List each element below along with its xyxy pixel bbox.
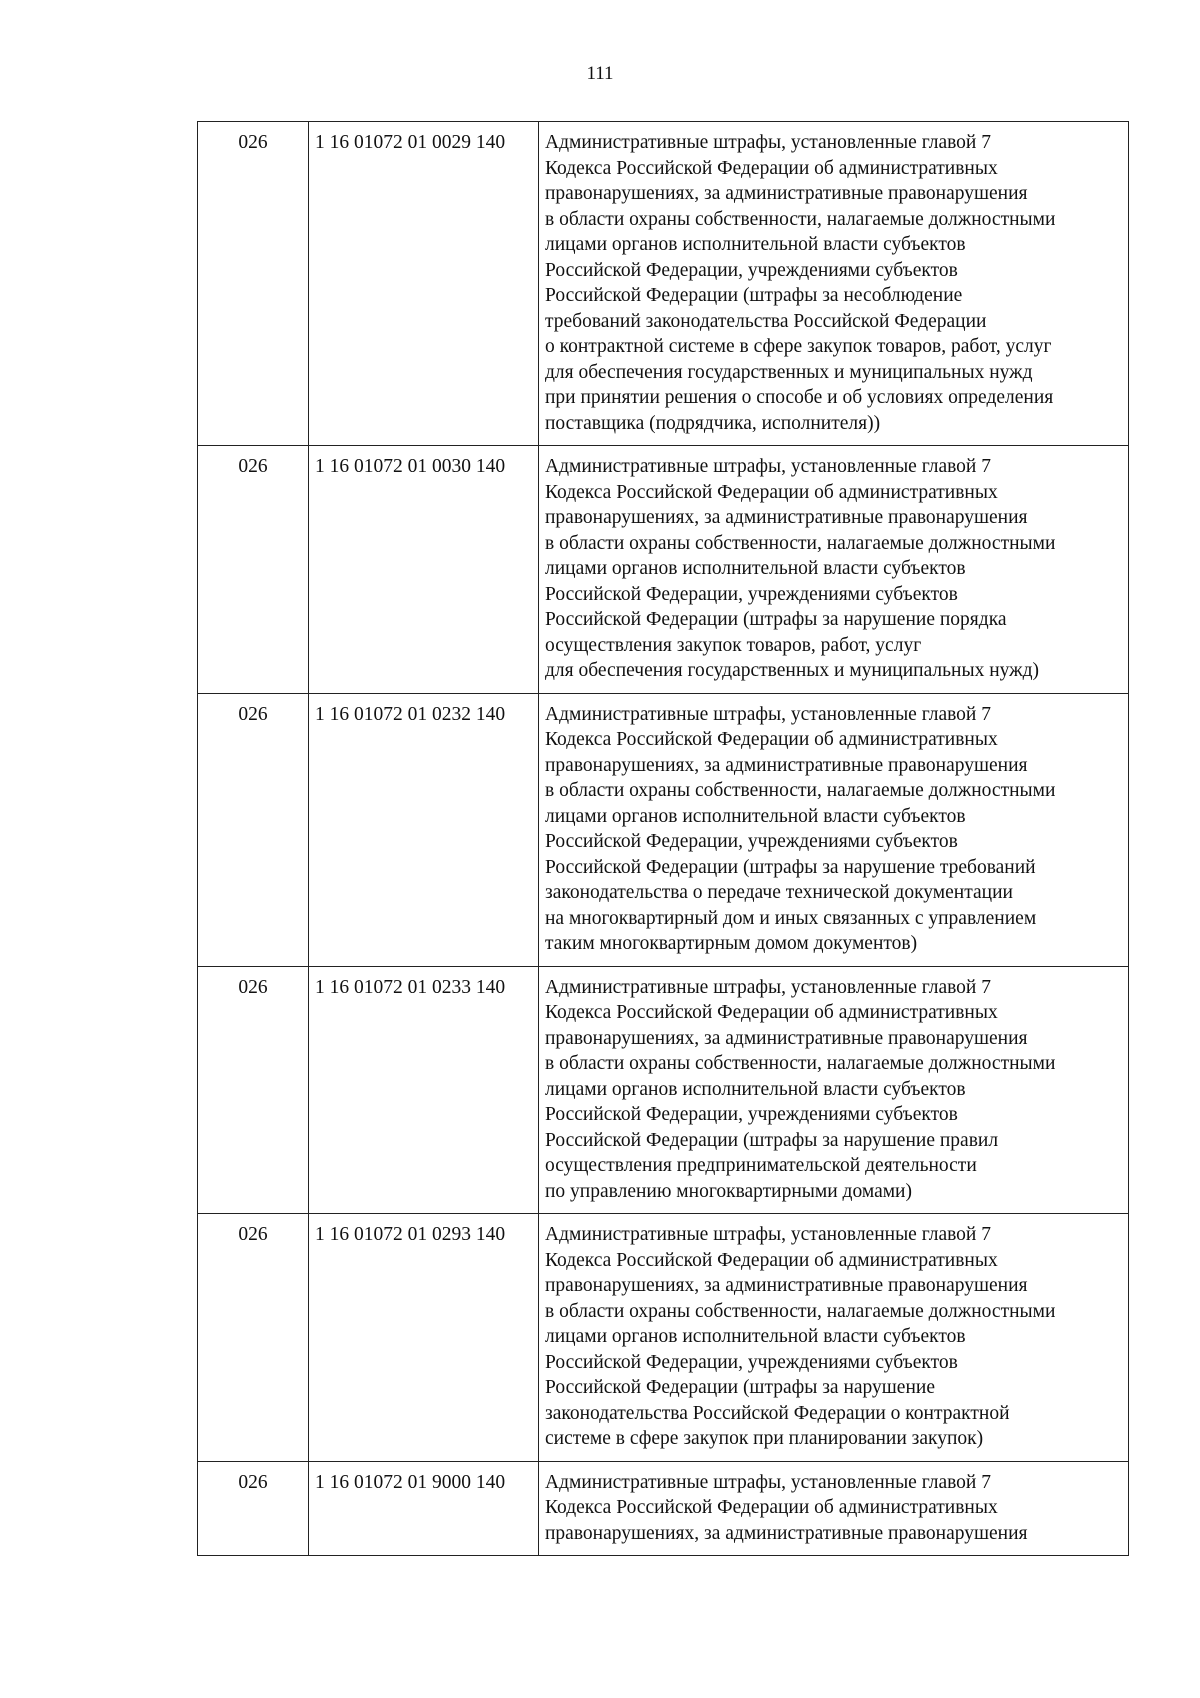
description-line: Кодекса Российской Федерации об административных bbox=[545, 1249, 998, 1271]
description-line: Российской Федерации, учреждениями субъектов bbox=[545, 1104, 958, 1125]
description-line: Административные штрафы, установленные главой 7 bbox=[545, 976, 991, 998]
admin-code-cell: 026 bbox=[198, 446, 309, 694]
description-line: Административные штрафы, установленные главой 7 bbox=[545, 456, 991, 477]
description-line: законодательства о передаче технической документации bbox=[545, 882, 1013, 903]
description-cell bbox=[539, 1461, 1129, 1556]
description-line: Российской Федерации, учреждениями субъектов bbox=[545, 1351, 958, 1373]
description-line: осуществления закупок товаров, работ, услуг bbox=[545, 634, 922, 656]
description-line: Кодекса Российской Федерации об административных bbox=[545, 729, 998, 750]
table-row bbox=[198, 693, 1129, 966]
table-row bbox=[198, 966, 1129, 1214]
description-line: осуществления предпринимательской деятельности bbox=[545, 1155, 977, 1176]
budget-classification-table bbox=[197, 121, 1129, 1556]
table-row bbox=[198, 122, 1129, 446]
description-line: правонарушениях, за административные правонарушения bbox=[545, 1027, 1028, 1049]
description-line: в области охраны собственности, налагаемые должностными bbox=[545, 532, 1056, 554]
description-line: лицами органов исполнительной власти субъектов bbox=[545, 558, 966, 579]
description-line: законодательства Российской Федерации о контрактной bbox=[545, 1402, 1010, 1424]
description-line: в области охраны собственности, налагаемые должностными bbox=[545, 1053, 1056, 1074]
kbk-code-cell: 1 16 01072 01 0030 140 bbox=[309, 446, 539, 694]
description-cell bbox=[539, 122, 1129, 446]
kbk-code-cell: 1 16 01072 01 0233 140 bbox=[309, 966, 539, 1214]
description-line: о контрактной системе в сфере закупок товаров, работ, услуг bbox=[545, 336, 1052, 357]
description-line: в области охраны собственности, налагаемые должностными bbox=[545, 780, 1056, 801]
description-line: Российской Федерации (штрафы за нарушение bbox=[545, 1377, 935, 1398]
description-line: лицами органов исполнительной власти субъектов bbox=[545, 1326, 966, 1347]
description-line: Кодекса Российской Федерации об административных bbox=[545, 1002, 998, 1023]
description-line: Кодекса Российской Федерации об административных bbox=[545, 1497, 998, 1518]
description-line: правонарушениях, за административные правонарушения bbox=[545, 507, 1028, 528]
description-line: Российской Федерации, учреждениями субъектов bbox=[545, 831, 958, 852]
table-row bbox=[198, 446, 1129, 694]
description-line: при принятии решения о способе и об условиях определения bbox=[545, 387, 1054, 408]
table-row bbox=[198, 1214, 1129, 1462]
description-line: по управлению многоквартирными домами) bbox=[545, 1180, 912, 1202]
description-line: правонарушениях, за административные правонарушения bbox=[545, 183, 1028, 204]
description-cell bbox=[539, 446, 1129, 694]
description-line: Кодекса Российской Федерации об административных bbox=[545, 157, 998, 179]
description-line: лицами органов исполнительной власти субъектов bbox=[545, 805, 966, 827]
description-line: Кодекса Российской Федерации об административных bbox=[545, 481, 998, 503]
description-line: требований законодательства Российской Федерации bbox=[545, 310, 987, 332]
description-line: лицами органов исполнительной власти субъектов bbox=[545, 234, 966, 255]
description-line: в области охраны собственности, налагаемые должностными bbox=[545, 1300, 1056, 1322]
admin-code-cell: 026 bbox=[198, 966, 309, 1214]
kbk-code-cell: 1 16 01072 01 9000 140 bbox=[309, 1461, 539, 1556]
description-line: правонарушениях, за административные правонарушения bbox=[545, 1275, 1028, 1296]
description-line: Административные штрафы, установленные главой 7 bbox=[545, 1224, 991, 1245]
description-line: Российской Федерации (штрафы за нарушение требований bbox=[545, 856, 1036, 878]
description-line: лицами органов исполнительной власти субъектов bbox=[545, 1078, 966, 1100]
description-line: Российской Федерации (штрафы за несоблюдение bbox=[545, 285, 963, 306]
description-cell bbox=[539, 966, 1129, 1214]
description-line: правонарушениях, за административные правонарушения bbox=[545, 754, 1028, 776]
description-line: поставщика (подрядчика, исполнителя)) bbox=[545, 412, 881, 434]
description-line: системе в сфере закупок при планировании закупок) bbox=[545, 1428, 984, 1449]
description-line: в области охраны собственности, налагаемые должностными bbox=[545, 208, 1056, 230]
description-line: Российской Федерации, учреждениями субъектов bbox=[545, 583, 958, 605]
page-number: 111 bbox=[586, 63, 614, 84]
description-line: Российской Федерации (штрафы за нарушение порядка bbox=[545, 609, 1007, 630]
table-body bbox=[198, 122, 1129, 1556]
description-line: таким многоквартирным домом документов) bbox=[545, 933, 918, 954]
admin-code-cell: 026 bbox=[198, 1214, 309, 1462]
description-line: Административные штрафы, установленные главой 7 bbox=[545, 703, 991, 725]
kbk-code-cell: 1 16 01072 01 0293 140 bbox=[309, 1214, 539, 1462]
description-cell bbox=[539, 693, 1129, 966]
description-line: на многоквартирный дом и иных связанных с управлением bbox=[545, 907, 1037, 929]
kbk-code-cell: 1 16 01072 01 0232 140 bbox=[309, 693, 539, 966]
admin-code-cell: 026 bbox=[198, 693, 309, 966]
description-line: Административные штрафы, установленные главой 7 bbox=[545, 1471, 991, 1493]
description-line: Российской Федерации, учреждениями субъектов bbox=[545, 259, 958, 281]
description-line: правонарушениях, за административные правонарушения bbox=[545, 1522, 1028, 1544]
admin-code-cell: 026 bbox=[198, 1461, 309, 1556]
description-cell bbox=[539, 1214, 1129, 1462]
admin-code-cell: 026 bbox=[198, 122, 309, 446]
description-line: Российской Федерации (штрафы за нарушение правил bbox=[545, 1129, 999, 1151]
table-row bbox=[198, 1461, 1129, 1556]
description-line: для обеспечения государственных и муниципальных нужд) bbox=[545, 660, 1040, 681]
description-line: для обеспечения государственных и муниципальных нужд bbox=[545, 361, 1033, 383]
description-line: Административные штрафы, установленные главой 7 bbox=[545, 132, 991, 153]
kbk-code-cell: 1 16 01072 01 0029 140 bbox=[309, 122, 539, 446]
